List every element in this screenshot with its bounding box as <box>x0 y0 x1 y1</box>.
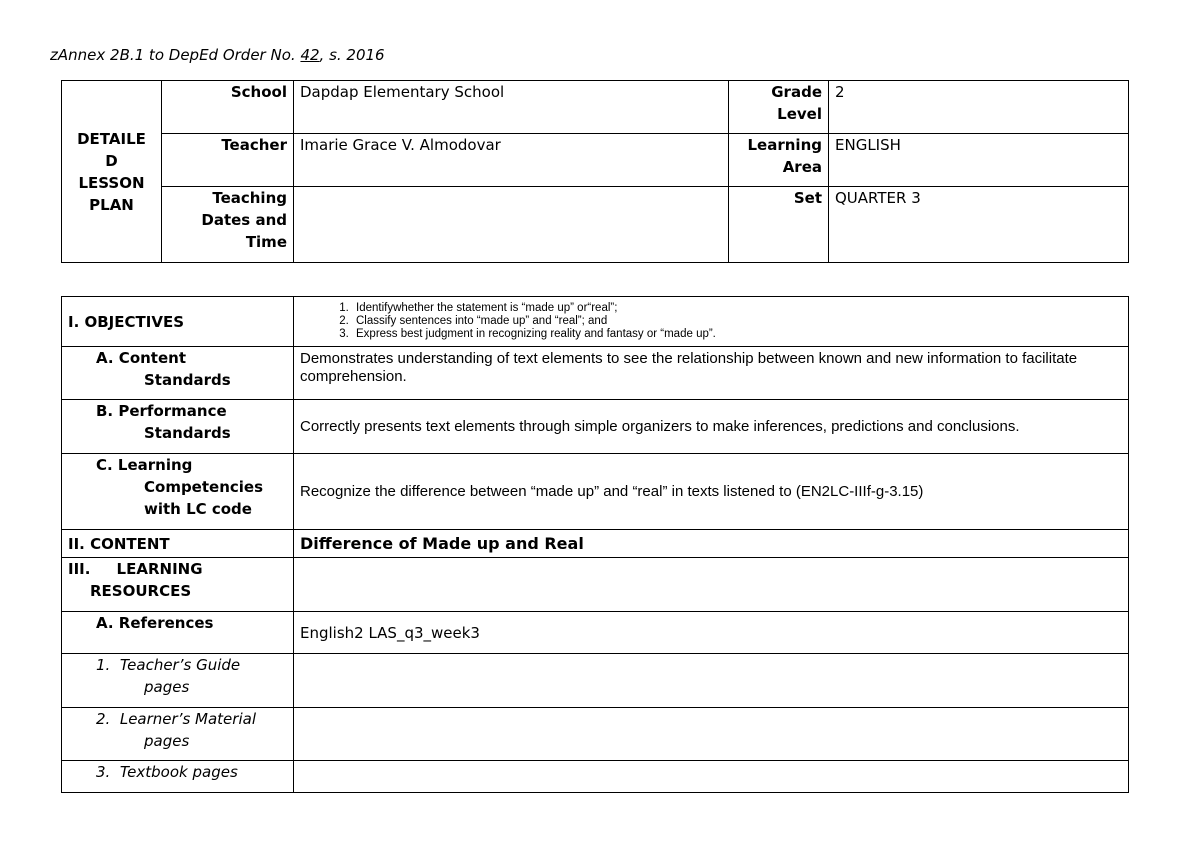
objectives-list-cell <box>294 297 1129 347</box>
content-value: Difference of Made up and Real <box>294 530 1129 558</box>
content-standards-label: A. Content Standards <box>62 347 294 400</box>
learners-material-label: 2. Learner’s Material pages <box>62 708 294 761</box>
teacher-label: Teacher <box>162 134 294 187</box>
teaching-dates-label: Teaching Dates and Time <box>162 187 294 263</box>
table-row <box>62 708 1129 761</box>
teachers-guide-value <box>294 654 1129 708</box>
annex-reference <box>50 46 385 64</box>
table-row <box>62 654 1129 708</box>
lesson-plan-table <box>61 296 1129 793</box>
learning-resources-label: III. LEARNING RESOURCES <box>62 558 294 612</box>
learning-area-value: ENGLISH <box>829 134 1129 187</box>
content-standards-value: Demonstrates understanding of text elements to see the relationship between known and new information to facilitate comprehension. <box>294 347 1129 400</box>
grade-level-value: 2 <box>829 81 1129 134</box>
school-label: School <box>162 81 294 134</box>
grade-level-label: Grade Level <box>729 81 829 134</box>
table-row <box>62 454 1129 530</box>
list-item: 1. Identifywhether the statement is “made up” or“real”; <box>352 302 1128 315</box>
annex-order-number: 42 <box>300 46 320 64</box>
table-row <box>62 558 1129 612</box>
annex-prefix: zAnnex 2B.1 to DepEd Order No. <box>50 46 301 64</box>
plan-title: DETAILE D LESSON PLAN <box>62 81 162 263</box>
content-label: II. CONTENT <box>62 530 294 558</box>
learning-resources-value <box>294 558 1129 612</box>
textbook-pages-label: 3. Textbook pages <box>62 761 294 793</box>
table-row <box>62 400 1129 454</box>
textbook-pages-value <box>294 761 1129 793</box>
performance-standards-value: Correctly presents text elements through simple organizers to make inferences, predictions and conclusions. <box>294 400 1129 454</box>
list-item: 3. Express best judgment in recognizing reality and fantasy or “made up”. <box>352 328 1128 341</box>
school-value: Dapdap Elementary School <box>294 81 729 134</box>
table-row <box>62 297 1129 347</box>
table-row <box>62 530 1129 558</box>
header-table <box>61 80 1129 263</box>
set-label: Set <box>729 187 829 263</box>
objectives-label: I. OBJECTIVES <box>62 297 294 347</box>
set-value: QUARTER 3 <box>829 187 1129 263</box>
table-row <box>62 761 1129 793</box>
references-value: English2 LAS_q3_week3 <box>294 612 1129 654</box>
teacher-value: Imarie Grace V. Almodovar <box>294 134 729 187</box>
teaching-dates-value <box>294 187 729 263</box>
competencies-label: C. Learning Competencies with LC code <box>62 454 294 530</box>
table-row <box>62 347 1129 400</box>
learners-material-value <box>294 708 1129 761</box>
competencies-value: Recognize the difference between “made up” and “real” in texts listened to (EN2LC-IIIf-g-3.15) <box>294 454 1129 530</box>
list-item: 2. Classify sentences into “made up” and “real”; and <box>352 315 1128 328</box>
learning-area-label: Learning Area <box>729 134 829 187</box>
objectives-list <box>294 302 1128 341</box>
table-row <box>62 612 1129 654</box>
annex-suffix: , s. 2016 <box>319 46 385 64</box>
teachers-guide-label: 1. Teacher’s Guide pages <box>62 654 294 708</box>
performance-standards-label: B. Performance Standards <box>62 400 294 454</box>
references-label: A. References <box>62 612 294 654</box>
